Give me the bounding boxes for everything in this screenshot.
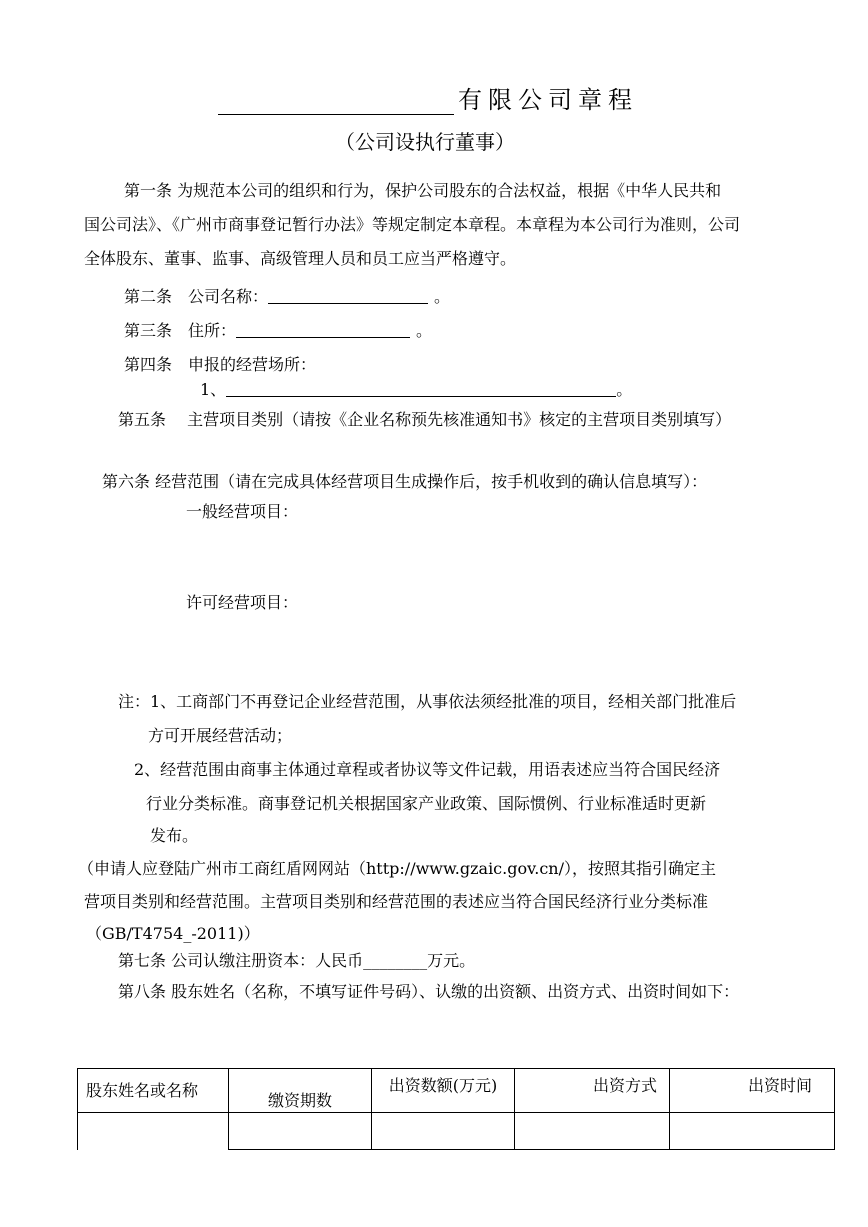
article-2-label: 第二条 公司名称： [124,287,269,306]
cell-contribution-time[interactable] [670,1113,835,1150]
article-1-line-2: 国公司法》、《广州市商事登记暂行办法》等规定制定本章程。本章程为本公司行为准则，公司 [84,215,741,234]
address-field[interactable] [236,321,410,338]
header-shareholder-name: 股东姓名或名称 [78,1069,229,1113]
company-name-field[interactable] [268,287,428,304]
company-name-blank [218,90,454,115]
application-note-line-2: 营项目类别和经营范围。主营项目类别和经营范围的表述应当符合国民经济行业分类标准 [84,892,709,911]
cell-contribution-amount[interactable] [372,1113,515,1150]
article-3 [124,321,828,340]
article-3-end: 。 [416,321,433,340]
note-2-line-3: 发布。 [150,826,199,845]
table-header-row [78,1069,835,1113]
shareholder-table [77,1068,835,1150]
general-business-items: 一般经营项目： [186,502,299,521]
article-2 [124,287,828,306]
cell-contribution-method[interactable] [515,1113,670,1150]
article-2-end: 。 [434,287,451,306]
article-7: 第七条 公司认缴注册资本：人民币________万元。 [118,951,476,970]
application-note-line-3: （GB/T4754_-2011)） [86,924,260,943]
application-note-line-1: （申请人应登陆广州市工商红盾网网站（http://www.gzaic.gov.cn/），按照其指引确定主 [78,859,716,878]
article-4-item-number: 1、 [200,380,227,399]
article-1-line-1: 第一条 为规范本公司的组织和行为，保护公司股东的合法权益，根据《中华人民共和 [124,181,722,200]
article-4-end: 。 [616,380,633,399]
note-2-line-1: 2、经营范围由商事主体通过章程或者协议等文件记载，用语表述应当符合国民经济 [134,760,721,779]
licensed-business-items: 许可经营项目： [186,593,299,612]
note-1-line-1: 注：1、工商部门不再登记企业经营范围，从事依法须经批准的项目，经相关部门批准后 [118,692,737,711]
article-3-label: 第三条 住所： [124,321,237,340]
article-1-line-3: 全体股东、董事、监事、高级管理人员和员工应当严格遵守。 [84,249,517,268]
note-2-line-2: 行业分类标准。商事登记机关根据国家产业政策、国际惯例、行业标准适时更新 [146,794,707,813]
cell-payment-installments[interactable] [229,1113,372,1150]
title-text: 有限公司章程 [458,86,638,114]
cell-shareholder-name[interactable] [78,1113,229,1150]
note-1-line-2: 方可开展经营活动； [148,726,293,745]
header-contribution-method: 出资方式 [515,1069,670,1113]
article-5: 第五条 主营项目类别（请按《企业名称预先核准通知书》核定的主营项目类别填写） [118,410,732,429]
document-title [218,86,638,115]
document-subtitle: （公司设执行董事） [335,130,515,154]
header-payment-installments: 缴资期数 [229,1069,372,1113]
business-premises-field[interactable] [226,380,616,397]
table-row [78,1113,835,1150]
header-contribution-time: 出资时间 [670,1069,835,1113]
article-6: 第六条 经营范围（请在完成具体经营项目生成操作后，按手机收到的确认信息填写）： [102,472,708,491]
article-4: 第四条 申报的经营场所： [124,355,317,374]
article-4-item [200,380,868,399]
article-8: 第八条 股东姓名（名称，不填写证件号码）、认缴的出资额、出资方式、出资时间如下： [118,982,740,1001]
header-contribution-amount: 出资数额(万元) [372,1069,515,1113]
